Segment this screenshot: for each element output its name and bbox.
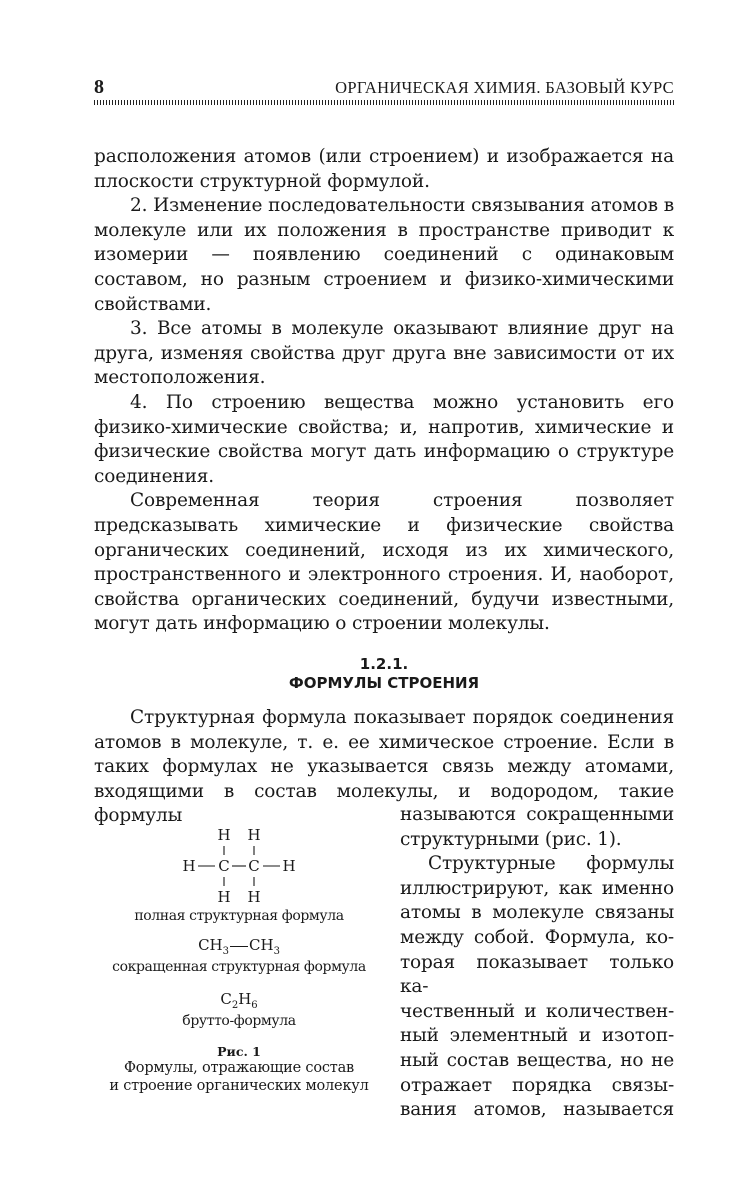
gross-hydrogen-count: 6 xyxy=(251,1000,258,1011)
condensed-formula xyxy=(94,936,384,958)
figure-caption-line-1: Формулы, отражающие состав xyxy=(123,1060,355,1076)
running-header xyxy=(94,76,674,100)
figure-1 xyxy=(94,825,384,1095)
ch3-group-left: CH xyxy=(198,936,223,954)
text-line: чественный и количествен- xyxy=(400,1000,674,1022)
text-line: Структурные формулы xyxy=(428,853,674,875)
atom-c-1: C xyxy=(218,857,230,875)
ethane-full-structural-formula xyxy=(174,825,304,907)
subscript-3: 3 xyxy=(222,946,229,957)
paragraph-continuation: расположения атомов (или строением) и изображается на плоскости структурной формулой. xyxy=(94,146,674,192)
text-line: атомы в молекуле связаны xyxy=(400,902,674,924)
section-heading xyxy=(94,655,674,693)
body-text-right-column xyxy=(400,803,674,1123)
figure-caption-line-2: и строение органических молекул xyxy=(109,1078,369,1094)
atom-c-2: C xyxy=(248,857,260,875)
paragraph-modern-theory: Современная теория строения позволяет предсказывать химические и физические свойства органических соединений, исходя из их химического, пространственного и электронного строения. И, наоборот, свойства органических соединений, будучи известными, могут дать информацию о строении молекулы. xyxy=(94,490,674,635)
bond-dash xyxy=(230,946,248,947)
atom-h-top-right: H xyxy=(247,826,261,844)
text-line: структурными (рис. 1). xyxy=(400,828,622,850)
text-line: торая показывает только ка- xyxy=(400,951,674,998)
body-text-top xyxy=(94,145,674,637)
text-line: отражает порядка связы- xyxy=(400,1074,674,1096)
paragraph-structural-formula: Структурная формула показывает порядок соединения атомов в молекуле, т. е. ее химическое строение. Если в таких формулах не указывается связь между атомами, входящими в состав молекулы, и водородом, такие формулы xyxy=(94,707,674,827)
gross-carbon-count: 2 xyxy=(231,1000,239,1011)
text-line: ный состав вещества, но не xyxy=(400,1049,674,1071)
atom-h-bottom-right: H xyxy=(247,888,261,906)
full-formula-label: полная структурная формула xyxy=(134,908,344,924)
text-line: иллюстрируют, как именно xyxy=(400,877,674,899)
gross-carbon: C xyxy=(220,990,232,1008)
paragraph-point-2: 2. Изменение последовательности связывания атомов в молекуле или их положения в пространстве приводит к изомерии — появлению соединений с одинаковым составом, но разным строением и физико-химическими свойствами. xyxy=(94,195,674,315)
text-line: ный элементный и изотоп- xyxy=(400,1025,674,1047)
figure-label: Рис. 1 xyxy=(217,1044,261,1059)
paragraph-point-3: 3. Все атомы в молекуле оказывают влияние друг на друга, изменяя свойства друг друга вне зависимости от их местоположения. xyxy=(94,318,674,389)
gross-hydrogen: H xyxy=(238,990,252,1008)
header-rule xyxy=(94,100,674,105)
atom-h-right: H xyxy=(282,857,296,875)
ch3-group-right: CH xyxy=(249,936,274,954)
text-line: называются сокращенными xyxy=(400,804,674,825)
paragraph-point-4: 4. По строению вещества можно установить его физико-химические свойства; и, напротив, химические и физические свойства могут дать информацию о структуре соединения. xyxy=(94,391,674,487)
page-number: 8 xyxy=(94,76,104,98)
section-number: 1.2.1. xyxy=(359,655,409,673)
running-head-title: ОРГАНИЧЕСКАЯ ХИМИЯ. БАЗОВЫЙ КУРС xyxy=(335,78,674,97)
atom-h-bottom-left: H xyxy=(217,888,231,906)
atom-h-left: H xyxy=(182,857,196,875)
section-title: ФОРМУЛЫ СТРОЕНИЯ xyxy=(288,674,480,692)
gross-formula-label: брутто-формула xyxy=(182,1013,296,1029)
text-line: вания атомов, называется xyxy=(400,1099,674,1121)
gross-formula xyxy=(94,990,384,1012)
condensed-formula-label: сокращенная структурная формула xyxy=(112,959,366,975)
atom-h-top-left: H xyxy=(217,826,231,844)
subscript-3: 3 xyxy=(273,946,280,957)
text-line: между собой. Формула, ко- xyxy=(400,926,674,948)
